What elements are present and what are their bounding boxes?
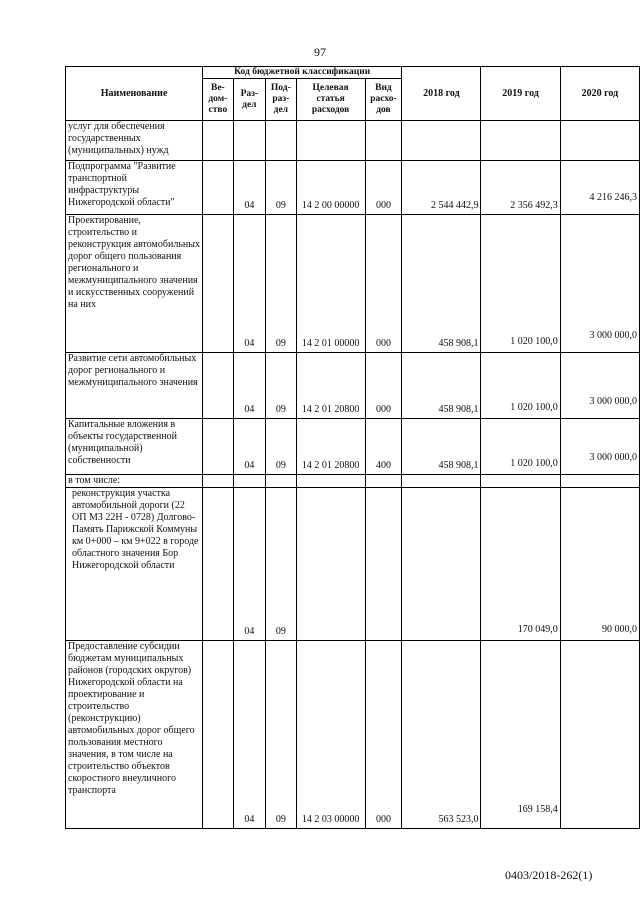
row-razdel: 04: [233, 488, 266, 641]
row-2018: 2 544 442,9: [402, 161, 481, 215]
row-vid: [365, 121, 402, 161]
row-2018: 458 908,1: [402, 353, 481, 419]
row-vid: 000: [365, 641, 402, 829]
row-2018: 458 908,1: [402, 215, 481, 353]
row-razdel: 04: [233, 161, 266, 215]
row-podrazdel: 09: [266, 488, 296, 641]
table-row: [66, 641, 640, 829]
row-2018: [402, 121, 481, 161]
row-ved: [203, 161, 233, 215]
row-razdel: 04: [233, 641, 266, 829]
header-celevaya: Целевая статья расходов: [296, 79, 365, 121]
row-2020: 4 216 246,3: [560, 161, 639, 215]
row-2019: 1 020 100,0: [481, 419, 560, 475]
row-vid: [365, 488, 402, 641]
row-vid: [365, 475, 402, 488]
row-name: Развитие сети автомобильных дорог регионального и межмуниципального значения: [66, 353, 203, 419]
row-ved: [203, 121, 233, 161]
row-podrazdel: 09: [266, 215, 296, 353]
row-2019: [481, 475, 560, 488]
header-row-top: [66, 67, 640, 79]
row-ved: [203, 215, 233, 353]
row-razdel: 04: [233, 419, 266, 475]
row-razdel: [233, 121, 266, 161]
row-name: Подпрограмма "Развитие транспортной инфраструктуры Нижегородской области": [66, 161, 203, 215]
row-2020: 3 000 000,0: [560, 215, 639, 353]
header-vedomstvo: Ве- дом- ство: [203, 79, 233, 121]
row-celevaya: 14 2 01 00000: [296, 215, 365, 353]
row-2020: [560, 475, 639, 488]
row-vid: 000: [365, 161, 402, 215]
row-vid: 000: [365, 215, 402, 353]
row-ved: [203, 488, 233, 641]
row-2019: 1 020 100,0: [481, 353, 560, 419]
row-2020: [560, 641, 639, 829]
row-celevaya: [296, 488, 365, 641]
row-2018: [402, 475, 481, 488]
table-row: [66, 215, 640, 353]
table-row: [66, 161, 640, 215]
row-ved: [203, 419, 233, 475]
row-ved: [203, 353, 233, 419]
table-row: [66, 419, 640, 475]
header-2020: 2020 год: [560, 67, 639, 121]
row-podrazdel: 09: [266, 419, 296, 475]
row-celevaya: [296, 121, 365, 161]
row-celevaya: 14 2 00 00000: [296, 161, 365, 215]
budget-table: [65, 66, 640, 829]
row-podrazdel: 09: [266, 161, 296, 215]
header-vid: Вид расхо- дов: [365, 79, 402, 121]
row-2020: 3 000 000,0: [560, 353, 639, 419]
table-row: [66, 353, 640, 419]
row-razdel: [233, 475, 266, 488]
row-podrazdel: [266, 475, 296, 488]
row-name: Предоставление субсидии бюджетам муниципальных районов (городских округов) Нижегородской области на проектирование и строительство (реконструкцию) автомобильных дорог общего пользования местного значения, в том числе на строительство объектов скоростного внеуличного транспорта: [66, 641, 203, 829]
row-razdel: 04: [233, 215, 266, 353]
row-2019: 170 049,0: [481, 488, 560, 641]
row-name: услуг для обеспечения государственных (муниципальных) нужд: [66, 121, 203, 161]
header-2018: 2018 год: [402, 67, 481, 121]
header-podrazdel: Под- раз- дел: [266, 79, 296, 121]
row-2019: 2 356 492,3: [481, 161, 560, 215]
row-name: реконструкция участка автомобильной дороги (22 ОП МЗ 22Н - 0728) Долгово-Память Парижской Коммуны км 0+000 – км 9+022 в городе областного значения Бор Нижегородской области: [66, 488, 203, 641]
row-2020: 3 000 000,0: [560, 419, 639, 475]
row-vid: 000: [365, 353, 402, 419]
row-celevaya: 14 2 01 20800: [296, 353, 365, 419]
row-podrazdel: 09: [266, 353, 296, 419]
row-name: Капитальные вложения в объекты государственной (муниципальной) собственности: [66, 419, 203, 475]
row-2018: 563 523,0: [402, 641, 481, 829]
row-podrazdel: [266, 121, 296, 161]
row-name: в том числе:: [66, 475, 203, 488]
header-razdel: Раз- дел: [233, 79, 266, 121]
row-2018: 458 908,1: [402, 419, 481, 475]
row-2019: 169 158,4: [481, 641, 560, 829]
header-2019: 2019 год: [481, 67, 560, 121]
row-ved: [203, 641, 233, 829]
row-podrazdel: 09: [266, 641, 296, 829]
row-celevaya: 14 2 03 00000: [296, 641, 365, 829]
row-celevaya: 14 2 01 20800: [296, 419, 365, 475]
row-2019: [481, 121, 560, 161]
header-name: Наименование: [66, 67, 203, 121]
table-row: [66, 475, 640, 488]
table-row: [66, 121, 640, 161]
row-razdel: 04: [233, 353, 266, 419]
row-2020: [560, 121, 639, 161]
row-ved: [203, 475, 233, 488]
document-code: 0403/2018-262(1): [505, 868, 593, 882]
row-vid: 400: [365, 419, 402, 475]
page-number: 97: [314, 45, 326, 59]
header-code-group: Код бюджетной классификации: [203, 67, 402, 79]
row-2018: [402, 488, 481, 641]
table-row: [66, 488, 640, 641]
row-2020: 90 000,0: [560, 488, 639, 641]
row-2019: 1 020 100,0: [481, 215, 560, 353]
row-celevaya: [296, 475, 365, 488]
row-name: Проектирование, строительство и реконструкция автомобильных дорог общего пользования регионального и межмуниципального значения и искусственных сооружений на них: [66, 215, 203, 353]
